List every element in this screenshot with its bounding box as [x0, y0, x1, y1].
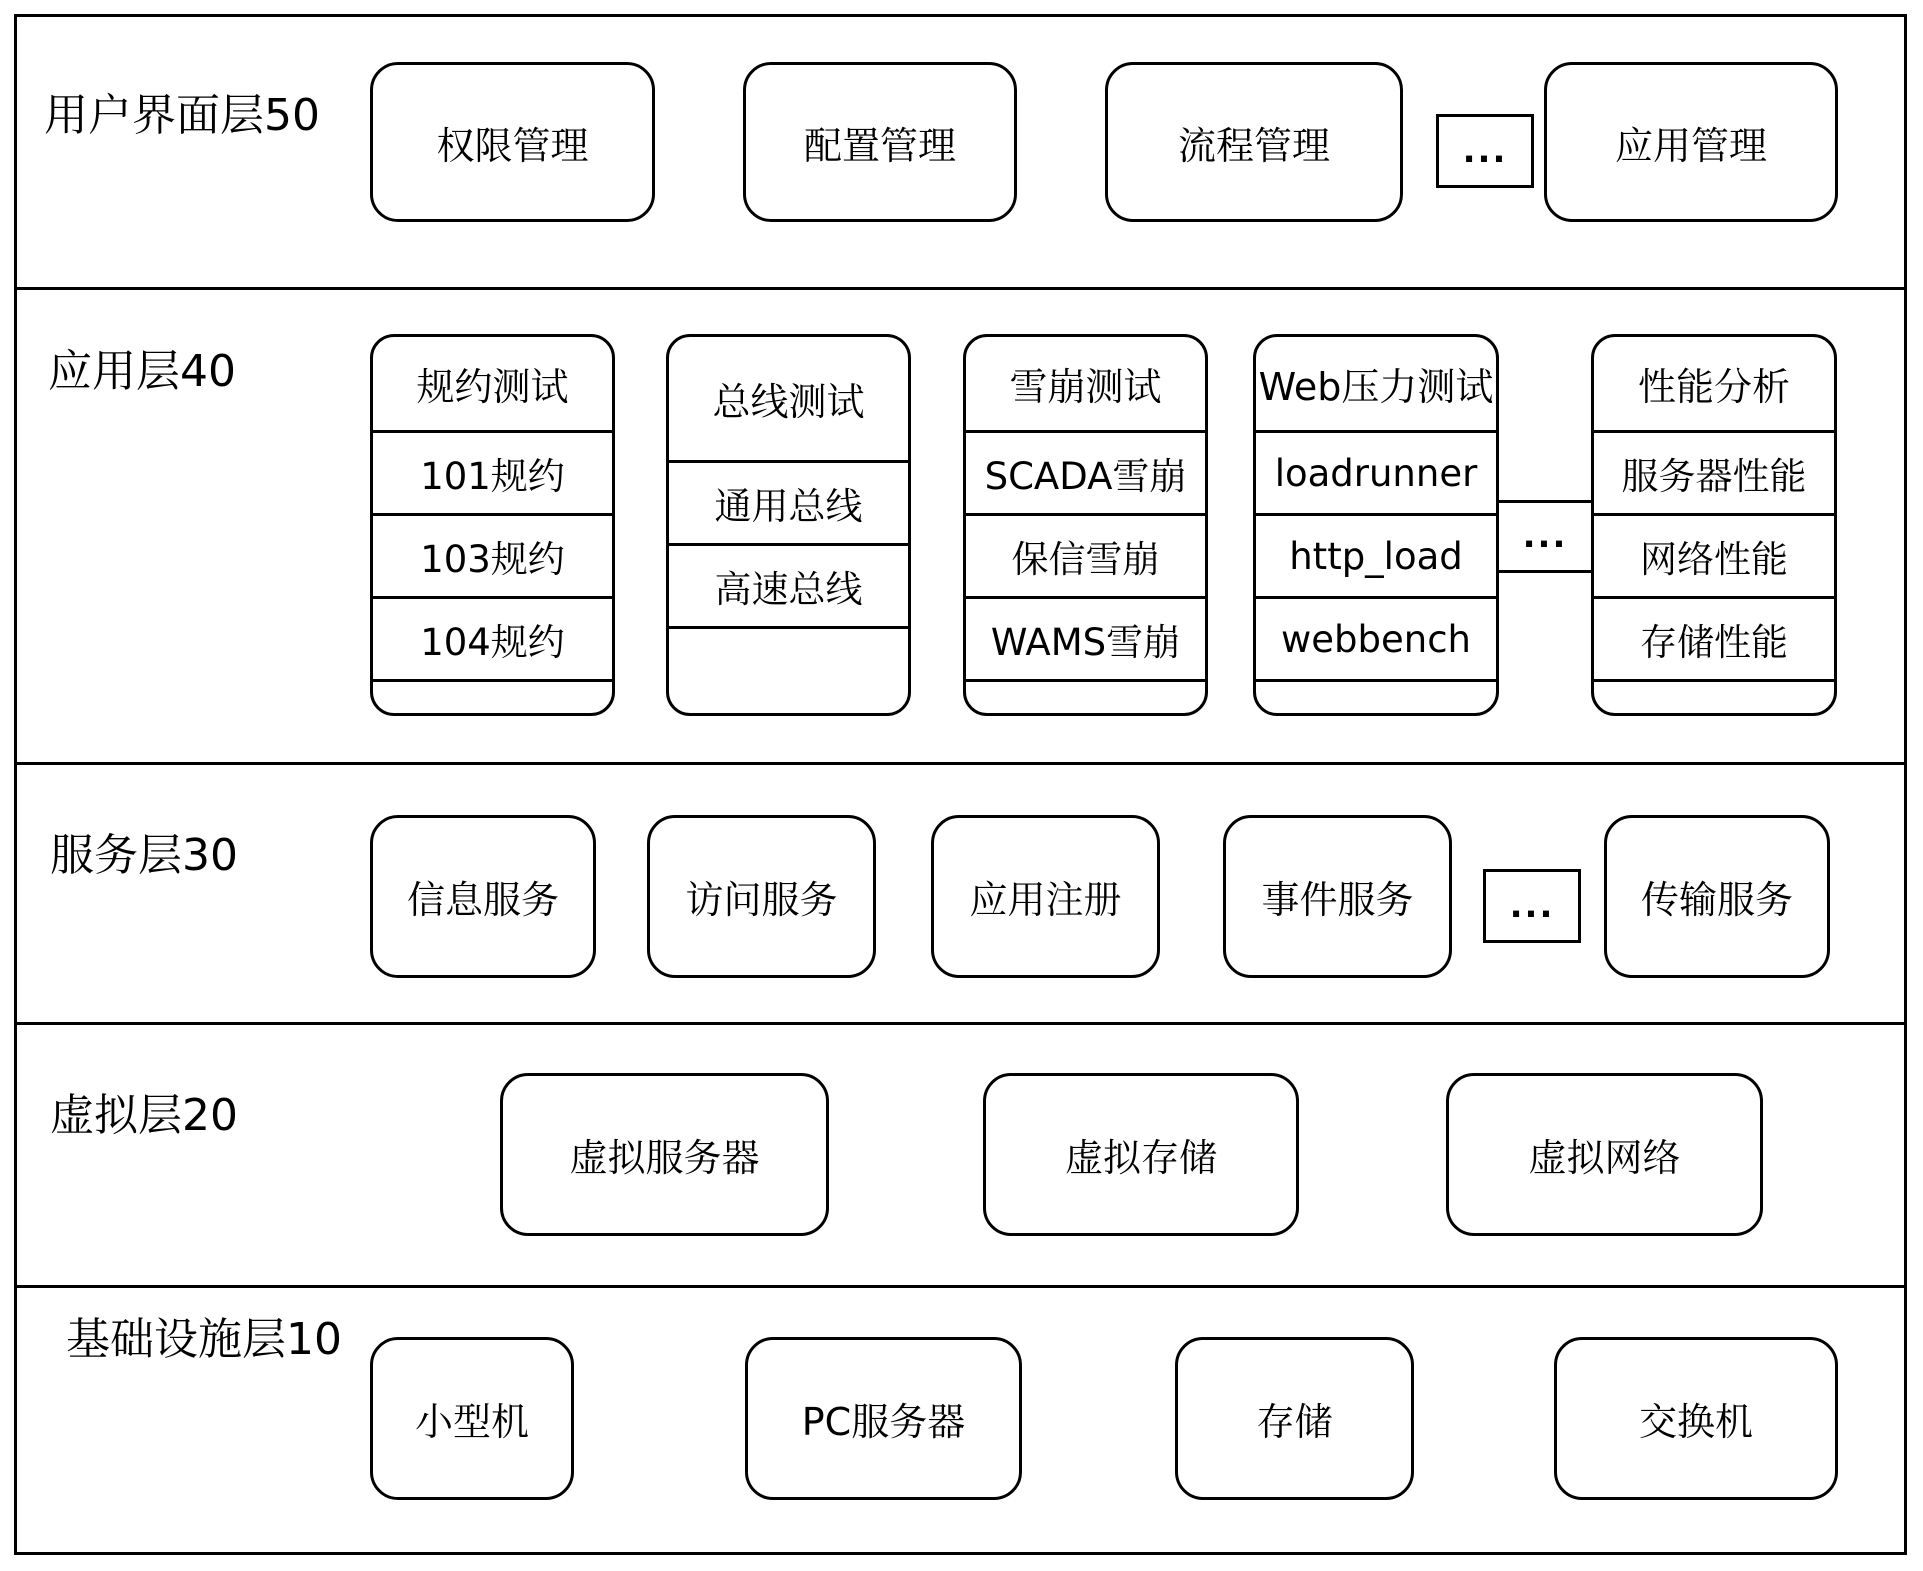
app-layer-label: 应用层40 [48, 346, 236, 397]
storage-box: 存储 [1175, 1337, 1414, 1500]
infra-layer-label: 基础设施层10 [66, 1314, 342, 1365]
process-management-box: 流程管理 [1105, 62, 1403, 222]
web-stress-test-column [1253, 334, 1499, 716]
column-item: WAMS雪崩 [966, 596, 1205, 682]
column-item: 保信雪崩 [966, 513, 1205, 596]
column-item: 服务器性能 [1594, 430, 1834, 513]
column-item: 网络性能 [1594, 513, 1834, 596]
application-management-box: 应用管理 [1544, 62, 1838, 222]
performance-analysis-column [1591, 334, 1837, 716]
service-ellipsis-box: ... [1483, 869, 1581, 943]
app-ellipsis: ... [1522, 516, 1568, 556]
virtual-layer-label: 虚拟层20 [50, 1090, 238, 1141]
column-title: 规约测试 [416, 365, 569, 409]
column-item: 104规约 [373, 596, 612, 682]
config-management-box: 配置管理 [743, 62, 1017, 222]
protocol-test-column [370, 334, 615, 716]
ui-layer-label: 用户界面层50 [44, 90, 320, 141]
event-service-box: 事件服务 [1223, 815, 1452, 978]
column-item: 高速总线 [669, 543, 908, 629]
pc-server-box: PC服务器 [745, 1337, 1022, 1500]
column-item: 存储性能 [1594, 596, 1834, 682]
bus-test-column [666, 334, 911, 716]
layer-divider [14, 1285, 1907, 1288]
ui-ellipsis-box: ... [1436, 114, 1534, 188]
column-item: 103规约 [373, 513, 612, 596]
column-item: 101规约 [373, 430, 612, 513]
service-layer-label: 服务层30 [50, 830, 238, 881]
layer-divider [14, 287, 1907, 290]
column-title: Web压力测试 [1258, 365, 1494, 409]
virtual-server-box: 虚拟服务器 [500, 1073, 829, 1236]
virtual-network-box: 虚拟网络 [1446, 1073, 1763, 1236]
layer-divider [14, 1022, 1907, 1025]
minicomputer-box: 小型机 [370, 1337, 574, 1500]
access-service-box: 访问服务 [647, 815, 876, 978]
column-item: loadrunner [1256, 430, 1496, 513]
virtual-storage-box: 虚拟存储 [983, 1073, 1299, 1236]
column-item: http_load [1256, 513, 1496, 596]
avalanche-test-column [963, 334, 1208, 716]
column-item: 通用总线 [669, 460, 908, 543]
info-service-box: 信息服务 [370, 815, 596, 978]
column-title: 雪崩测试 [1009, 365, 1162, 409]
layer-divider [14, 762, 1907, 765]
connector-line [1499, 570, 1591, 573]
column-item: SCADA雪崩 [966, 430, 1205, 513]
column-title: 性能分析 [1637, 365, 1790, 409]
permission-management-box: 权限管理 [370, 62, 655, 222]
transport-service-box: 传输服务 [1604, 815, 1830, 978]
column-item: webbench [1256, 596, 1496, 682]
column-title: 总线测试 [712, 380, 865, 424]
switch-box: 交换机 [1554, 1337, 1838, 1500]
app-registration-box: 应用注册 [931, 815, 1160, 978]
